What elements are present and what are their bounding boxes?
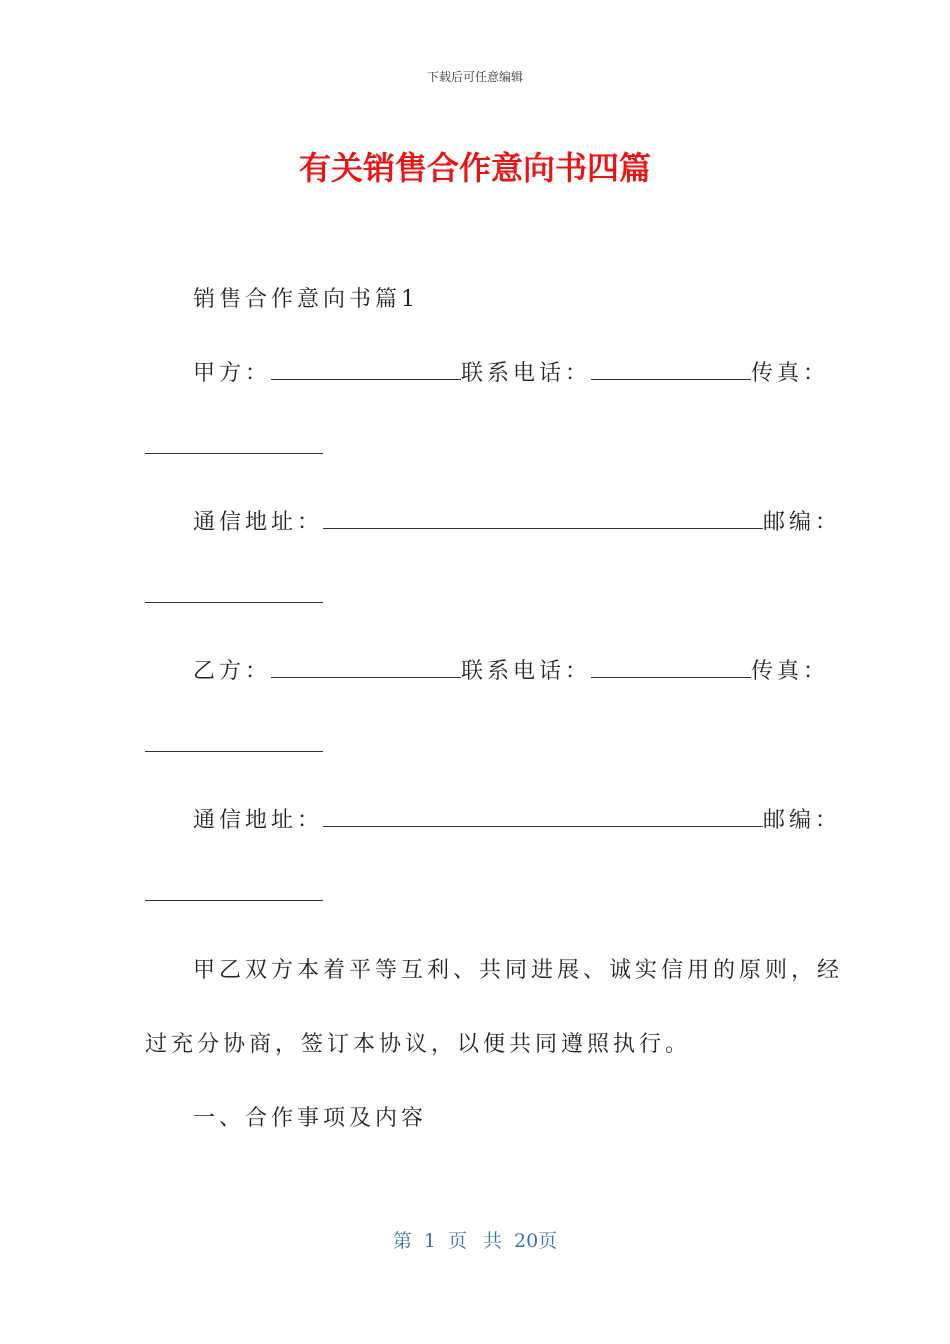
header-note: 下载后可任意编辑	[426, 70, 523, 84]
party-a-row	[193, 356, 829, 387]
party-a-label: 甲方：	[193, 361, 272, 386]
footer-page-number: 1	[423, 1230, 436, 1252]
party-a-name-blank[interactable]	[271, 361, 461, 380]
party-b-fax-label: 传真：	[751, 659, 830, 684]
party-a-fax-blank[interactable]	[145, 453, 323, 454]
page-footer	[0, 1226, 950, 1253]
section-heading: 销售合作意向书篇1	[193, 287, 419, 312]
address-b-row	[193, 803, 841, 834]
party-b-name-blank[interactable]	[271, 659, 461, 678]
address-b-blank[interactable]	[323, 808, 763, 827]
party-a-phone-blank[interactable]	[591, 361, 751, 380]
address-b-label: 通信地址：	[193, 808, 324, 833]
footer-total-pages: 20页	[513, 1230, 558, 1252]
footer-mid: 页 共	[447, 1230, 502, 1252]
party-b-row	[193, 654, 829, 685]
party-b-phone-blank[interactable]	[591, 659, 751, 678]
paragraph-line-1: 甲乙双方本着平等互利、共同进展、诚实信用的原则，经	[193, 958, 844, 983]
address-b-postcode-blank[interactable]	[145, 900, 323, 901]
address-a-postcode-blank[interactable]	[145, 602, 323, 603]
party-b-phone-label: 联系电话：	[461, 659, 592, 684]
footer-prefix: 第	[392, 1230, 412, 1252]
address-a-postcode-label: 邮编：	[763, 510, 842, 535]
paragraph-line-2: 过充分协商，签订本协议，以便共同遵照执行。	[145, 1032, 692, 1057]
address-a-label: 通信地址：	[193, 510, 324, 535]
address-b-postcode-label: 邮编：	[763, 808, 842, 833]
document-title: 有关销售合作意向书四篇	[298, 149, 651, 187]
address-a-blank[interactable]	[323, 510, 763, 529]
party-b-label: 乙方：	[193, 659, 272, 684]
party-a-fax-label: 传真：	[751, 361, 830, 386]
address-a-row	[193, 505, 841, 536]
party-b-fax-blank[interactable]	[145, 751, 323, 752]
subheading: 一、合作事项及内容	[193, 1106, 428, 1131]
party-a-phone-label: 联系电话：	[461, 361, 592, 386]
